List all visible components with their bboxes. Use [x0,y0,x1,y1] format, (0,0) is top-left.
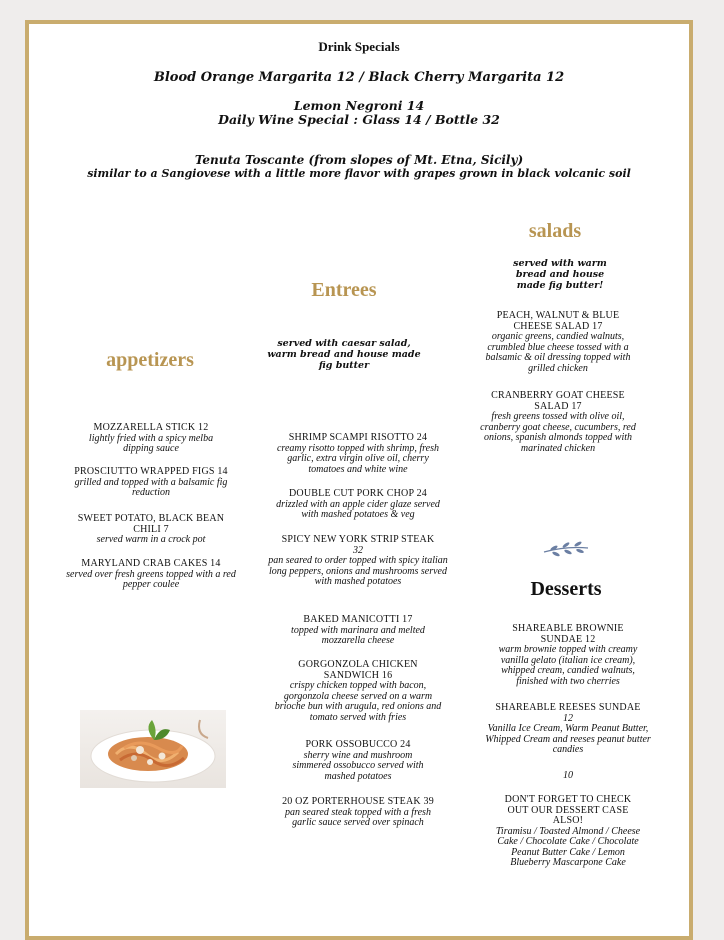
entree-desc: crispy chicken topped with bacon, gorgonzola cheese served on a warm brioche bun with arugula, red onions and tomato served with fries [274,680,442,723]
appetizer-desc: served warm in a crock pot [96,534,206,545]
pasta-photo [80,710,226,788]
entree-name: BAKED MANICOTTI 17 [303,614,413,625]
dessert-desc: Vanilla Ice Cream, Warm Peanut Butter, Whipped Cream and reeses peanut butter candies [485,723,651,755]
appetizer-name: SWEET POTATO, BLACK BEAN CHILI 7 [77,513,225,535]
entree-desc: drizzled with an apple cider glaze served with mashed potatoes & veg [276,498,440,520]
entree-desc: sherry wine and mushroom simmered ossobucco served with mashed potatoes [292,749,424,782]
entrees-note: served with caesar salad, warm bread and house made fig butter [267,338,421,371]
appetizer-item [58,423,244,455]
dessert-item [484,703,652,756]
entree-item [268,535,448,588]
dessert-case [484,795,652,869]
entree-name: SPICY NEW YORK STRIP STEAK [281,534,435,545]
entree-desc: pan seared to order topped with spicy italian long peppers, onions and mushrooms served with mashed potatoes [268,555,448,587]
salad-name: PEACH, WALNUT & BLUE CHEESE SALAD 17 [496,310,620,332]
entree-name: 20 OZ PORTERHOUSE STEAK 39 [282,796,434,807]
appetizers-heading: appetizers [106,349,194,371]
entree-item [268,797,448,829]
salads-heading: salads [528,220,582,242]
dessert-price-only: 10 [563,770,573,781]
drink-line-wine: Daily Wine Special : Glass 14 / Bottle 32 [218,112,500,127]
appetizer-desc: served over fresh greens topped with a red pepper coulee [66,568,236,590]
entrees-heading: Entrees [311,279,377,301]
salad-name: CRANBERRY GOAT CHEESE SALAD 17 [491,390,625,412]
dessert-desc: warm brownie topped with creamy vanilla gelato (italian ice cream), whipped cream, candied walnuts, finished with two cherries [498,644,638,687]
entree-name: GORGONZOLA CHICKEN SANDWICH 16 [298,659,418,681]
entree-desc: creamy risotto topped with shrimp, fresh garlic, extra virgin olive oil, cherry tomatoes and white wine [276,442,440,475]
pasta-illustration-icon [80,710,226,788]
drink-line-wine-desc: similar to a Sangiovese with a little more flavor with grapes grown in black volcanic soil [87,167,631,180]
appetizer-name: MARYLAND CRAB CAKES 14 [81,558,221,569]
entree-name: DOUBLE CUT PORK CHOP 24 [289,488,427,499]
entree-item [268,660,448,723]
entree-desc: topped with marinara and melted mozzarella cheese [291,624,425,646]
drink-line-negroni: Lemon Negroni 14 [293,98,425,113]
desserts-heading: Desserts [530,578,602,600]
dessert-case-title: DON'T FORGET TO CHECK OUT OUR DESSERT CASE ALSO! [504,794,632,826]
appetizer-desc: grilled and topped with a balsamic fig reduction [74,476,228,498]
entree-item [268,615,448,647]
entree-item [268,489,448,521]
salads-note: served with warm bread and house made fig butter! [513,258,607,291]
salad-item [472,311,644,374]
entree-name: PORK OSSOBUCCO 24 [305,739,411,750]
appetizer-name: MOZZARELLA STICK 12 [93,422,209,433]
appetizer-name: PROSCIUTTO WRAPPED FIGS 14 [74,466,228,477]
drink-line-wine-name: Tenuta Toscante (from slopes of Mt. Etna, Sicily) [194,153,524,167]
dessert-name: SHAREABLE BROWNIE SUNDAE 12 [512,623,624,645]
entree-name: SHRIMP SCAMPI RISOTTO 24 [288,432,428,443]
entree-item [268,740,448,782]
appetizer-item [58,514,244,546]
dessert-price: 12 [563,712,573,724]
appetizer-desc: lightly fried with a spicy melba dipping sauce [88,432,214,454]
appetizer-item [58,559,244,591]
entree-desc: pan seared steak topped with a fresh garlic sauce served over spinach [285,806,431,828]
entree-item [268,433,448,475]
drinks-title: Drink Specials [318,39,400,54]
drink-line-margaritas: Blood Orange Margarita 12 / Black Cherry Margarita 12 [153,70,565,85]
salad-desc: fresh greens tossed with olive oil, cranberry goat cheese, cucumbers, red onions, spanish almonds topped with marinated chicken [480,411,636,454]
dessert-name: SHAREABLE REESES SUNDAE [495,702,641,713]
dessert-item [484,624,652,687]
salad-item [472,391,644,454]
salad-desc: organic greens, candied walnuts, crumbled blue cheese tossed with a balsamic & oil dressing topped with grilled chicken [485,331,631,374]
sprig-divider-icon [542,540,590,558]
appetizer-item [58,467,244,499]
dessert-case-desc: Tiramisu / Toasted Almond / Cheese Cake / Chocolate Cake / Chocolate Peanut Butter Cake / Lemon Blueberry Mascarpone Cake [495,825,641,868]
entree-price: 32 [353,544,363,556]
